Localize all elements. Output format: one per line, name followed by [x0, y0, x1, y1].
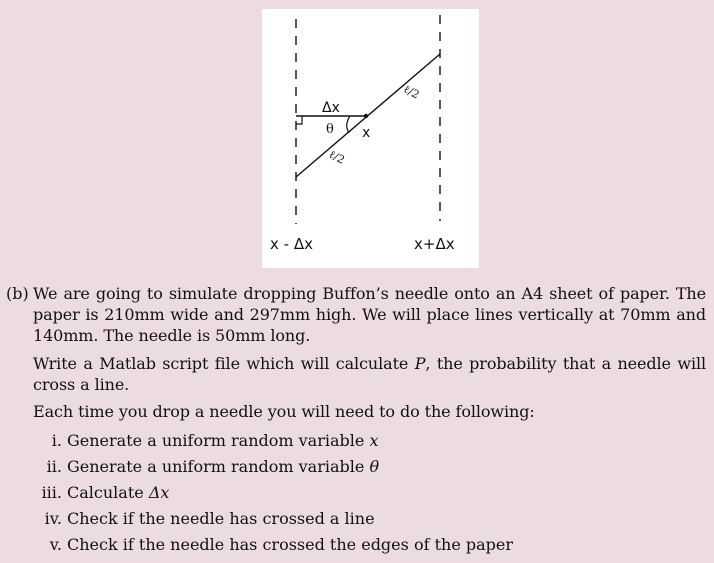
label-half-length-upper: ℓ/2 [401, 82, 422, 102]
question-text [0, 283, 714, 563]
step-text: Generate a uniform random variable x [67, 431, 379, 450]
label-theta: θ [326, 122, 334, 137]
label-half-length-lower: ℓ/2 [326, 147, 347, 167]
list-item [0, 482, 714, 506]
probability-variable: P [414, 354, 426, 373]
step-number: iv. [44, 509, 62, 528]
part-label: (b) [6, 284, 29, 303]
paragraph-instructions: Each time you drop a needle you will need to do the following: [33, 402, 535, 421]
needle-center-dot [364, 114, 368, 118]
step-number: i. [51, 431, 62, 450]
diagram-svg [262, 9, 479, 268]
list-item [0, 508, 714, 532]
task-text-before: Write a Matlab script file which will calculate [33, 354, 415, 373]
list-item [0, 430, 714, 454]
label-x-minus-delta-x: x - Δx [270, 235, 313, 253]
right-angle-marker [296, 116, 302, 124]
step-text: Check if the needle has crossed a line [67, 509, 375, 528]
list-item [0, 456, 714, 480]
label-x-plus-delta-x: x+Δx [414, 235, 455, 253]
list-item [0, 534, 714, 558]
step-text: Check if the needle has crossed the edges of the paper [67, 535, 514, 554]
step-number: ii. [46, 457, 62, 476]
buffon-needle-diagram [262, 9, 479, 268]
paragraph-setup: We are going to simulate dropping Buffon’s needle onto an A4 sheet of paper. The paper is 210mm wide and 297mm high. We will place lines vertically at 70mm and 140mm. The needle is 50mm long. [33, 284, 706, 345]
task-text-after: , the probability that a needle will cross a line. [33, 354, 707, 394]
step-number: iii. [41, 483, 62, 502]
label-x: x [362, 125, 371, 141]
paragraph-task [33, 353, 706, 395]
label-delta-x: Δx [322, 100, 340, 116]
step-text: Generate a uniform random variable θ [67, 457, 380, 476]
step-text: Calculate Δx [67, 483, 170, 502]
step-number: v. [49, 535, 62, 554]
